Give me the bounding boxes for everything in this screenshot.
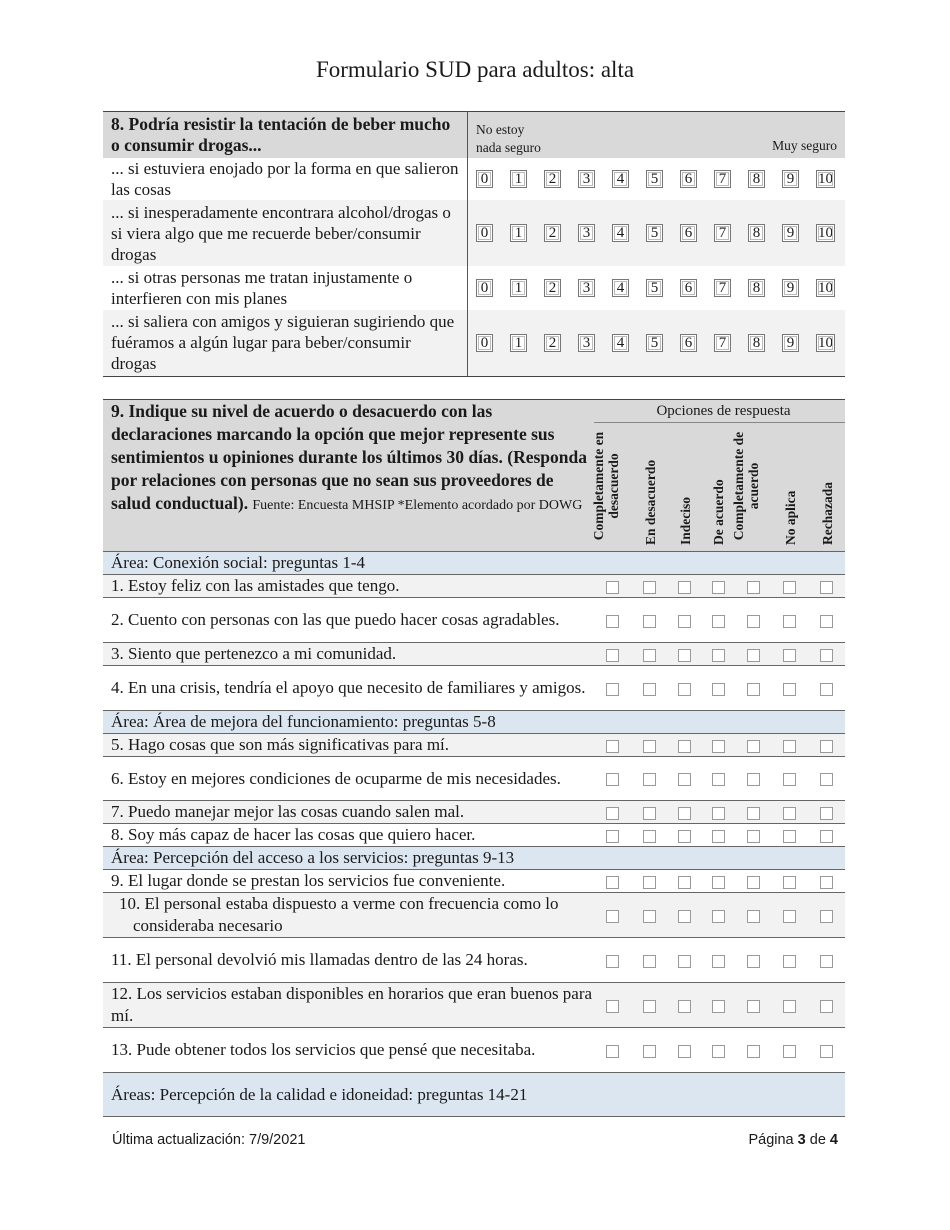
question-3: 3. Siento que pertenezco a mi comunidad.	[103, 643, 594, 666]
area-heading: Área: Percepción del acceso a los servicios: preguntas 9-13	[103, 847, 845, 870]
response-checkbox[interactable]	[747, 955, 760, 968]
rating-box-7[interactable]: 7	[714, 334, 731, 352]
rating-box-9[interactable]: 9	[782, 170, 799, 188]
rating-scale-3	[476, 279, 837, 297]
response-checkbox[interactable]	[678, 910, 691, 923]
question-8: 8. Soy más capaz de hacer las cosas que quiero hacer.	[103, 824, 594, 847]
response-checkbox[interactable]	[678, 649, 691, 662]
option-not-applicable: No aplica	[782, 490, 798, 545]
question-1: 1. Estoy feliz con las amistades que tengo.	[103, 575, 594, 598]
rating-box-9[interactable]: 9	[782, 279, 799, 297]
option-disagree: En desacuerdo	[642, 459, 658, 545]
response-checkbox[interactable]	[783, 807, 796, 820]
option-agree: De acuerdo	[711, 479, 726, 545]
section8-item-3: ... si otras personas me tratan injustamente o interfieren con mis planes	[103, 266, 468, 310]
rating-box-0[interactable]: 0	[476, 334, 493, 352]
response-checkbox[interactable]	[643, 1045, 656, 1058]
response-checkbox[interactable]	[712, 1000, 725, 1013]
area-heading: Área: Conexión social: preguntas 1-4	[103, 552, 845, 575]
response-checkbox[interactable]	[712, 830, 725, 843]
response-checkbox[interactable]	[643, 615, 656, 628]
response-checkbox[interactable]	[678, 683, 691, 696]
response-checkbox[interactable]	[678, 1000, 691, 1013]
rating-box-1[interactable]: 1	[510, 170, 527, 188]
response-checkbox[interactable]	[678, 955, 691, 968]
rating-box-2[interactable]: 2	[544, 279, 561, 297]
response-checkbox[interactable]	[643, 910, 656, 923]
response-checkbox[interactable]	[783, 615, 796, 628]
rating-box-6[interactable]: 6	[680, 279, 697, 297]
scale-header	[468, 112, 846, 159]
rating-box-8[interactable]: 8	[748, 279, 765, 297]
page-prefix: Página	[748, 1132, 794, 1148]
question-11: 11. El personal devolvió mis llamadas dentro de las 24 horas.	[103, 938, 594, 983]
question-13: 13. Pude obtener todos los servicios que pensé que necesitaba.	[103, 1028, 594, 1073]
rating-box-4[interactable]: 4	[612, 224, 629, 242]
response-checkbox[interactable]	[747, 649, 760, 662]
rating-box-6[interactable]: 6	[680, 170, 697, 188]
option-refused: Rechazada	[819, 482, 835, 545]
rating-box-8[interactable]: 8	[748, 170, 765, 188]
section8-question: 8. Podría resistir la tentación de beber mucho o consumir drogas...	[103, 112, 468, 159]
rating-box-2[interactable]: 2	[544, 170, 561, 188]
page-number	[748, 1132, 838, 1148]
response-checkbox[interactable]	[606, 581, 619, 594]
option-completely-disagree: Completamente en desacuerdo	[590, 431, 621, 541]
rating-box-2[interactable]: 2	[544, 224, 561, 242]
section8-item-2: ... si inesperadamente encontrara alcohol/drogas o si viera algo que me recuerde beber/consumir drogas	[103, 200, 468, 266]
response-checkbox[interactable]	[820, 1045, 833, 1058]
response-checkbox[interactable]	[820, 773, 833, 786]
response-checkbox[interactable]	[678, 830, 691, 843]
response-checkbox[interactable]	[783, 740, 796, 753]
response-checkbox[interactable]	[820, 683, 833, 696]
response-checkbox[interactable]	[712, 581, 725, 594]
response-checkbox[interactable]	[606, 1045, 619, 1058]
question-12: 12. Los servicios estaban disponibles en horarios que eran buenos para mí.	[103, 983, 594, 1028]
question-4: 4. En una crisis, tendría el apoyo que necesito de familiares y amigos.	[103, 666, 594, 711]
response-checkbox[interactable]	[712, 615, 725, 628]
response-checkbox[interactable]	[643, 649, 656, 662]
response-checkbox[interactable]	[783, 955, 796, 968]
response-checkbox[interactable]	[606, 1000, 619, 1013]
question-5: 5. Hago cosas que son más significativas para mí.	[103, 734, 594, 757]
rating-box-6[interactable]: 6	[680, 224, 697, 242]
response-checkbox[interactable]	[747, 581, 760, 594]
response-checkbox[interactable]	[606, 615, 619, 628]
rating-box-5[interactable]: 5	[646, 224, 663, 242]
response-checkbox[interactable]	[678, 773, 691, 786]
response-checkbox[interactable]	[783, 683, 796, 696]
rating-box-9[interactable]: 9	[782, 334, 799, 352]
response-checkbox[interactable]	[747, 615, 760, 628]
response-checkbox[interactable]	[643, 955, 656, 968]
response-checkbox[interactable]	[747, 683, 760, 696]
scale-low-label: No estoy	[476, 122, 525, 137]
area-heading: Áreas: Percepción de la calidad e idoneidad: preguntas 14-21	[103, 1073, 845, 1117]
section9-source: Fuente: Encuesta MHSIP *Elemento acordado por DOWG	[252, 498, 583, 513]
response-checkbox[interactable]	[643, 876, 656, 889]
response-checkbox[interactable]	[643, 773, 656, 786]
response-checkbox[interactable]	[606, 876, 619, 889]
rating-box-6[interactable]: 6	[680, 334, 697, 352]
response-checkbox[interactable]	[712, 649, 725, 662]
response-checkbox[interactable]	[820, 830, 833, 843]
rating-box-8[interactable]: 8	[748, 334, 765, 352]
response-checkbox[interactable]	[678, 581, 691, 594]
rating-box-1[interactable]: 1	[510, 334, 527, 352]
rating-box-7[interactable]: 7	[714, 279, 731, 297]
rating-box-5[interactable]: 5	[646, 279, 663, 297]
response-checkbox[interactable]	[820, 807, 833, 820]
rating-box-8[interactable]: 8	[748, 224, 765, 242]
response-checkbox[interactable]	[747, 1000, 760, 1013]
response-checkbox[interactable]	[712, 740, 725, 753]
option-completely-agree: Completamente de acuerdo	[731, 431, 761, 541]
response-checkbox[interactable]	[606, 683, 619, 696]
rating-box-0[interactable]: 0	[476, 279, 493, 297]
question-10: 10. El personal estaba dispuesto a verme con frecuencia como lo consideraba necesario	[119, 894, 559, 935]
response-checkbox[interactable]	[747, 830, 760, 843]
response-checkbox[interactable]	[820, 649, 833, 662]
section8-item-4: ... si saliera con amigos y siguieran sugiriendo que fuéramos a algún lugar para beber/consumir drogas	[103, 310, 468, 376]
response-checkbox[interactable]	[820, 955, 833, 968]
rating-box-3[interactable]: 3	[578, 279, 595, 297]
response-checkbox[interactable]	[747, 773, 760, 786]
response-checkbox[interactable]	[643, 830, 656, 843]
section8-table	[103, 111, 845, 377]
rating-box-10[interactable]: 10	[818, 280, 833, 296]
rating-box-7[interactable]: 7	[714, 224, 731, 242]
question-2: 2. Cuento con personas con las que puedo hacer cosas agradables.	[103, 598, 594, 643]
response-checkbox[interactable]	[783, 876, 796, 889]
response-checkbox[interactable]	[783, 830, 796, 843]
rating-scale-4	[476, 334, 837, 352]
section9-table	[103, 399, 845, 1117]
response-checkbox[interactable]	[712, 773, 725, 786]
page-title: Formulario SUD para adultos: alta	[315, 57, 635, 82]
rating-box-4[interactable]: 4	[612, 170, 629, 188]
response-checkbox[interactable]	[747, 910, 760, 923]
response-checkbox[interactable]	[783, 910, 796, 923]
response-checkbox[interactable]	[783, 649, 796, 662]
response-checkbox[interactable]	[820, 1000, 833, 1013]
rating-box-7[interactable]: 7	[714, 170, 731, 188]
scale-low-label-2: nada seguro	[476, 140, 541, 155]
response-checkbox[interactable]	[712, 807, 725, 820]
response-checkbox[interactable]	[712, 876, 725, 889]
rating-box-3[interactable]: 3	[578, 170, 595, 188]
response-checkbox[interactable]	[747, 740, 760, 753]
total-pages: 4	[829, 1132, 838, 1148]
rating-box-10[interactable]: 10	[818, 334, 833, 351]
response-checkbox[interactable]	[606, 955, 619, 968]
rating-box-5[interactable]: 5	[646, 170, 663, 188]
rating-scale-1	[476, 170, 837, 188]
response-checkbox[interactable]	[820, 910, 833, 923]
response-checkbox[interactable]	[783, 773, 796, 786]
response-checkbox[interactable]	[606, 830, 619, 843]
response-checkbox[interactable]	[678, 740, 691, 753]
response-checkbox[interactable]	[606, 807, 619, 820]
response-checkbox[interactable]	[643, 1000, 656, 1013]
response-checkbox[interactable]	[606, 649, 619, 662]
question-7: 7. Puedo manejar mejor las cosas cuando salen mal.	[103, 801, 594, 824]
response-checkbox[interactable]	[712, 955, 725, 968]
option-undecided: Indeciso	[677, 496, 693, 545]
response-checkbox[interactable]	[643, 807, 656, 820]
response-checkbox[interactable]	[747, 876, 760, 889]
response-checkbox[interactable]	[820, 740, 833, 753]
rating-box-1[interactable]: 1	[510, 224, 527, 242]
rating-box-1[interactable]: 1	[510, 279, 527, 297]
question-9: 9. El lugar donde se prestan los servicios fue conveniente.	[103, 870, 594, 893]
response-checkbox[interactable]	[712, 910, 725, 923]
rating-box-5[interactable]: 5	[646, 334, 663, 352]
response-checkbox[interactable]	[712, 683, 725, 696]
rating-box-4[interactable]: 4	[612, 334, 629, 352]
response-checkbox[interactable]	[820, 615, 833, 628]
last-updated: Última actualización: 7/9/2021	[112, 1132, 306, 1148]
section8-item-1: ... si estuviera enojado por la forma en que salieron las cosas	[103, 158, 468, 200]
response-checkbox[interactable]	[678, 1045, 691, 1058]
response-checkbox[interactable]	[712, 1045, 725, 1058]
section9-header	[103, 400, 594, 552]
section9-question: 9. Indique su nivel de acuerdo o desacuerdo con las declaraciones marcando la opción que mejor represente sus sentimientos u opiniones durante los últimos 30 días. (Responda por relaciones con personas que no sean sus proveedores de salud conductual).	[111, 401, 587, 513]
response-checkbox[interactable]	[643, 581, 656, 594]
rating-box-9[interactable]: 9	[782, 224, 799, 242]
area-heading: Área: Área de mejora del funcionamiento: preguntas 5-8	[103, 711, 845, 734]
response-checkbox[interactable]	[606, 773, 619, 786]
scale-high-label: Muy seguro	[772, 138, 837, 153]
response-checkbox[interactable]	[606, 740, 619, 753]
rating-box-3[interactable]: 3	[578, 224, 595, 242]
response-checkbox[interactable]	[783, 1000, 796, 1013]
rating-box-10[interactable]: 10	[818, 225, 833, 241]
response-checkbox[interactable]	[783, 1045, 796, 1058]
response-checkbox[interactable]	[678, 876, 691, 889]
response-checkbox[interactable]	[643, 683, 656, 696]
rating-box-0[interactable]: 0	[476, 224, 493, 242]
current-page: 3	[797, 1132, 806, 1148]
question-6: 6. Estoy en mejores condiciones de ocuparme de mis necesidades.	[103, 757, 594, 801]
options-header: Opciones de respuesta	[594, 400, 845, 423]
response-checkbox[interactable]	[606, 910, 619, 923]
response-checkbox[interactable]	[747, 1045, 760, 1058]
response-checkbox[interactable]	[820, 876, 833, 889]
rating-box-0[interactable]: 0	[476, 170, 493, 188]
rating-box-4[interactable]: 4	[612, 279, 629, 297]
response-checkbox[interactable]	[820, 581, 833, 594]
rating-scale-2	[476, 224, 837, 242]
response-checkbox[interactable]	[678, 807, 691, 820]
page-mid: de	[809, 1132, 826, 1148]
response-checkbox[interactable]	[643, 740, 656, 753]
response-checkbox[interactable]	[783, 581, 796, 594]
response-checkbox[interactable]	[678, 615, 691, 628]
rating-box-2[interactable]: 2	[544, 334, 561, 352]
rating-box-10[interactable]: 10	[818, 171, 833, 187]
response-checkbox[interactable]	[747, 807, 760, 820]
rating-box-3[interactable]: 3	[578, 334, 595, 352]
